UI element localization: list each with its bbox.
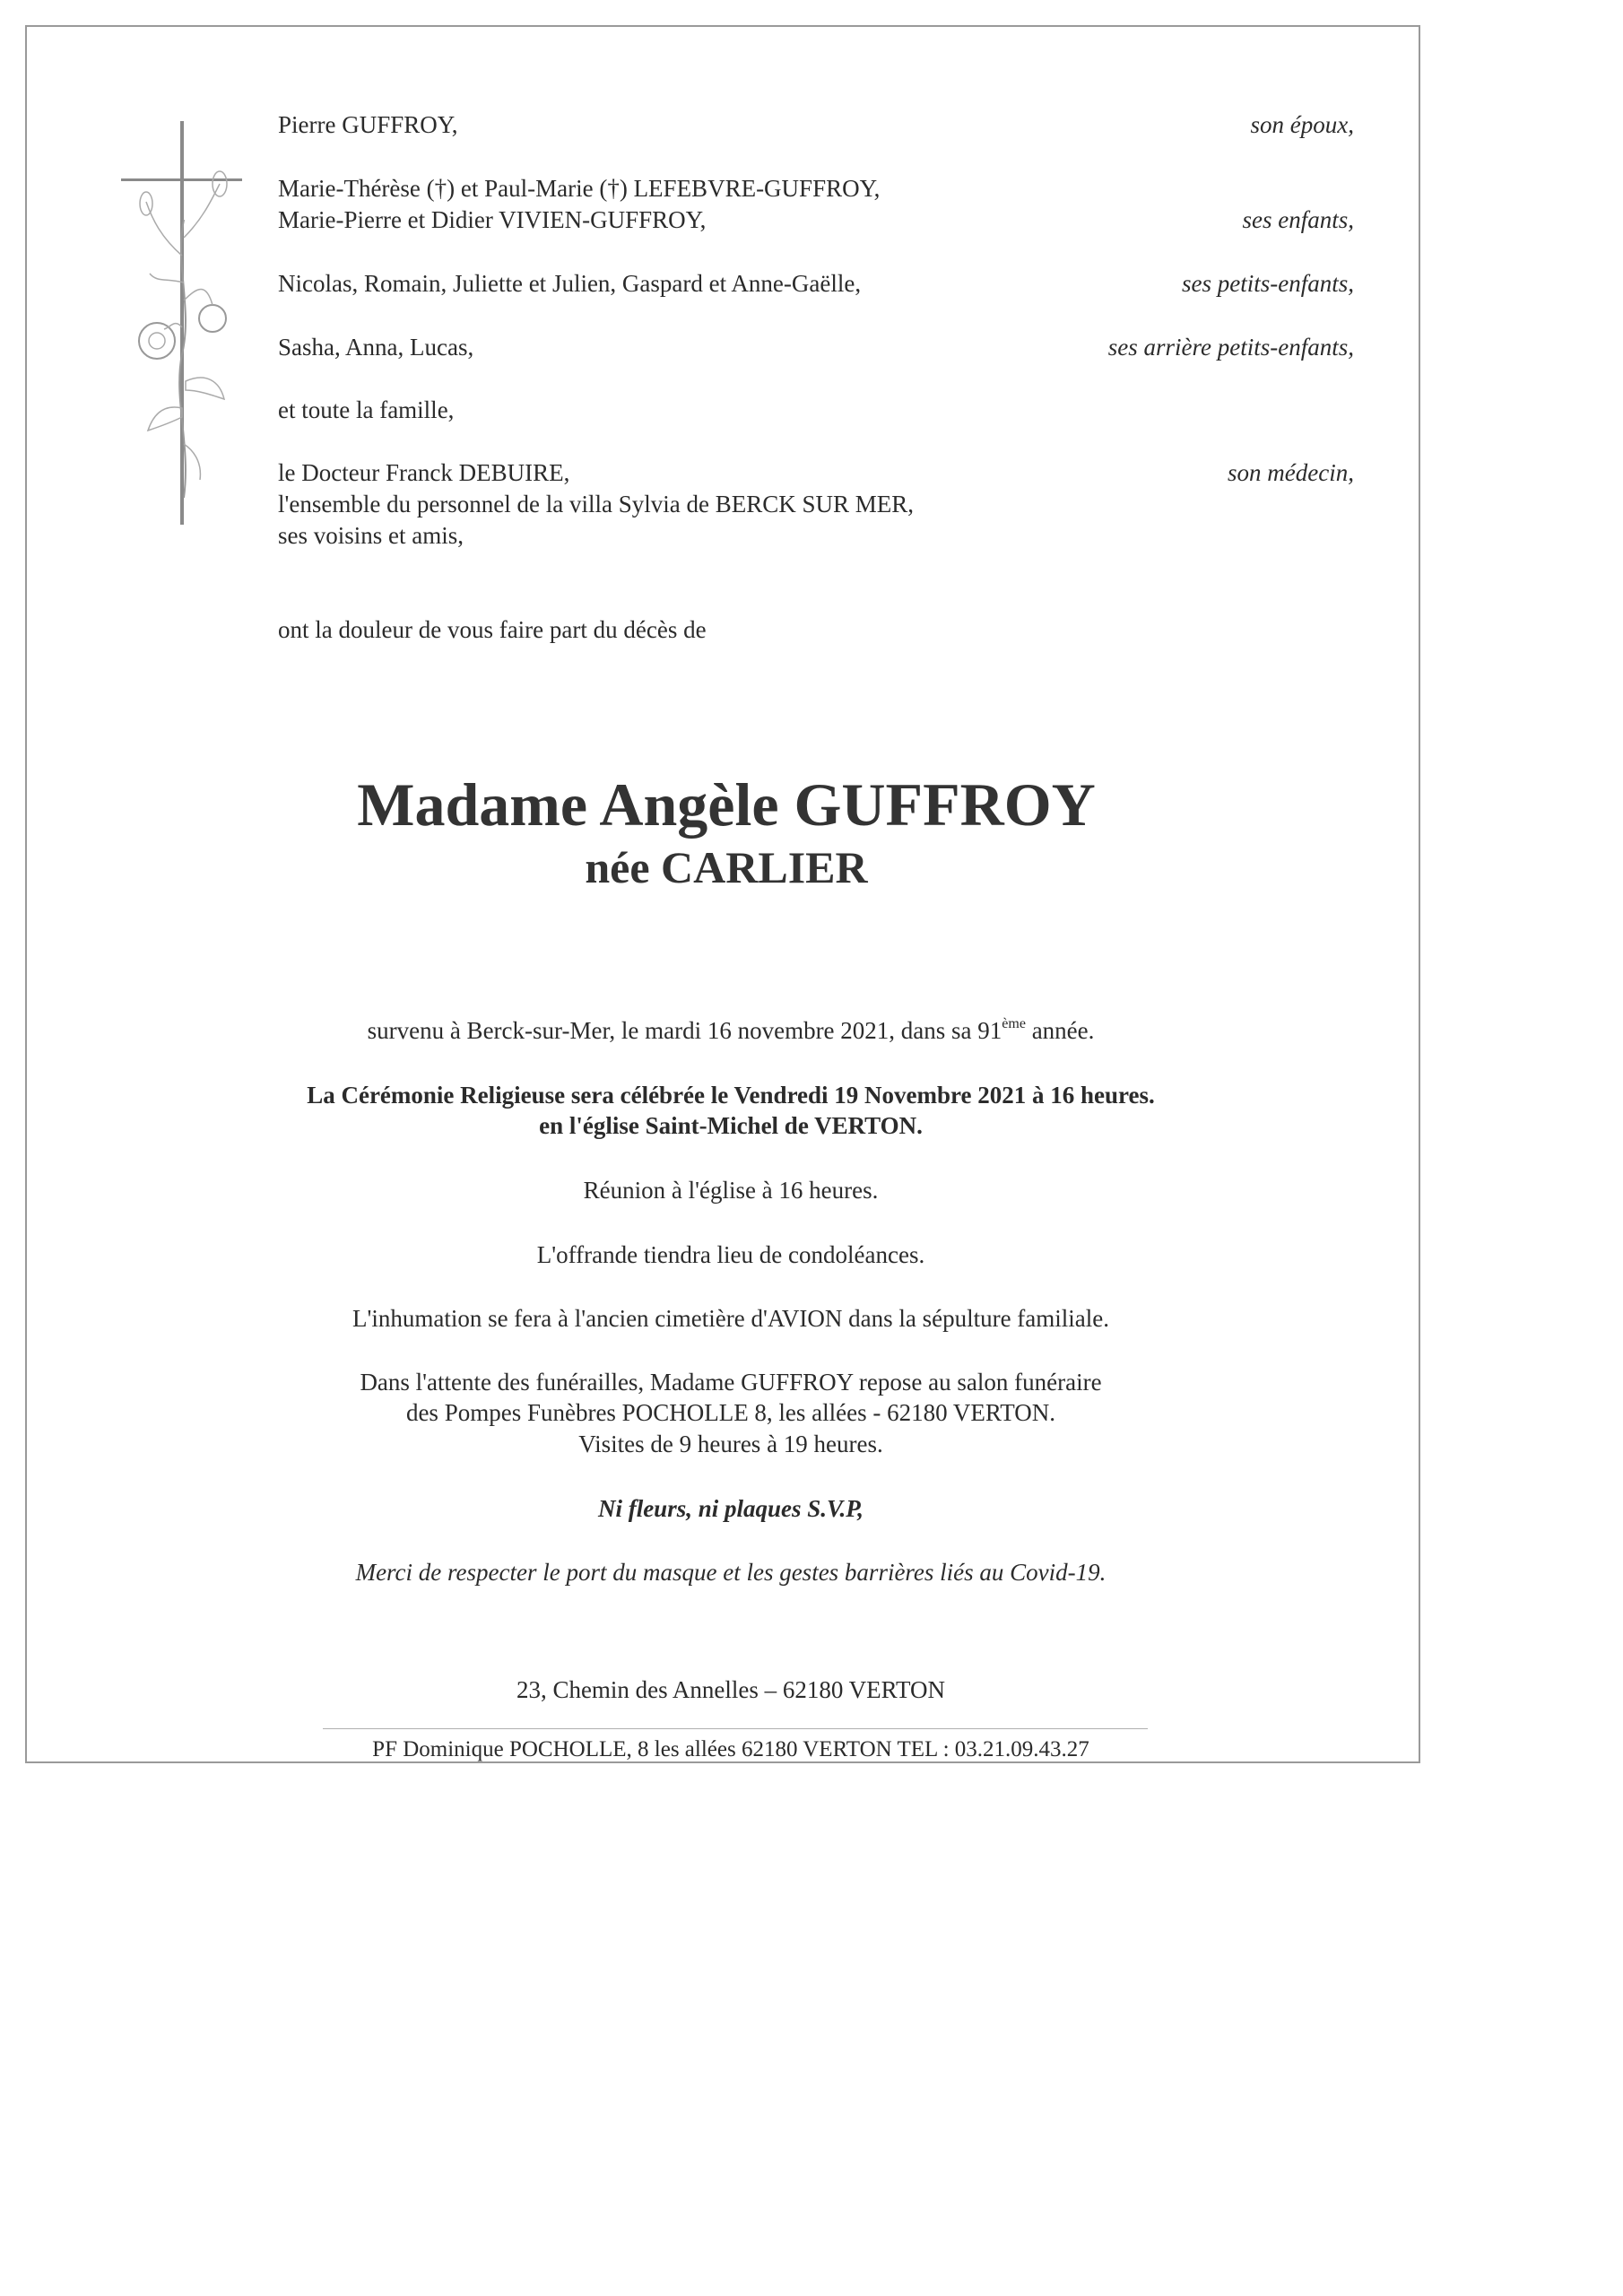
family-children-1: Marie-Thérèse (†) et Paul-Marie (†) LEFEBVRE-GUFFROY, xyxy=(278,175,881,202)
deceased-name: Madame Angèle GUFFROY xyxy=(357,770,1096,839)
relation-grandchildren: ses petits-enfants, xyxy=(1182,270,1354,297)
cross-with-flowers-icon xyxy=(121,121,265,534)
family-great-grandchildren: Sasha, Anna, Lucas, xyxy=(278,334,474,361)
death-info: survenu à Berck-sur-Mer, le mardi 16 novembre 2021, dans sa 91ème année. xyxy=(367,1016,1095,1044)
wake-line-2: des Pompes Funèbres POCHOLLE 8, les allées - 62180 VERTON. xyxy=(405,1399,1056,1426)
relation-doctor: son médecin, xyxy=(1228,459,1354,486)
family-staff: l'ensemble du personnel de la villa Sylvia de BERCK SUR MER, xyxy=(278,491,915,517)
footer-divider xyxy=(323,1728,1148,1729)
footer-contact: PF Dominique POCHOLLE, 8 les allées 62180 VERTON TEL : 03.21.09.43.27 xyxy=(372,1737,1089,1761)
family-children-2: Marie-Pierre et Didier VIVIEN-GUFFROY, xyxy=(278,206,707,233)
family-doctor: le Docteur Franck DEBUIRE, xyxy=(278,459,570,486)
burial-text: L'inhumation se fera à l'ancien cimetière d'AVION dans la sépulture familiale. xyxy=(352,1305,1110,1332)
covid-text: Merci de respecter le port du masque et les gestes barrières liés au Covid-19. xyxy=(355,1559,1107,1586)
no-flowers-text: Ni fleurs, ni plaques S.V.P, xyxy=(597,1495,864,1522)
ceremony-line-2: en l'église Saint-Michel de VERTON. xyxy=(539,1112,923,1139)
wake-line-1: Dans l'attente des funérailles, Madame GUFFROY repose au salon funéraire xyxy=(360,1369,1102,1396)
ceremony-line-1: La Cérémonie Religieuse sera célébrée le Vendredi 19 Novembre 2021 à 16 heures. xyxy=(307,1082,1155,1109)
wake-line-3: Visites de 9 heures à 19 heures. xyxy=(578,1431,883,1457)
family-neighbors: ses voisins et amis, xyxy=(278,522,464,549)
offering-text: L'offrande tiendra lieu de condoléances. xyxy=(536,1241,925,1268)
deceased-maiden-name: née CARLIER xyxy=(585,842,868,892)
family-grandchildren: Nicolas, Romain, Juliette et Julien, Gaspard et Anne-Gaëlle, xyxy=(278,270,862,297)
address-text: 23, Chemin des Annelles – 62180 VERTON xyxy=(516,1676,946,1703)
announcement-text: ont la douleur de vous faire part du décès de xyxy=(278,616,707,643)
relation-children: ses enfants, xyxy=(1242,206,1354,233)
relation-husband: son époux, xyxy=(1250,111,1354,138)
reunion-text: Réunion à l'église à 16 heures. xyxy=(583,1177,879,1204)
relation-great-grandchildren: ses arrière petits-enfants, xyxy=(1107,334,1354,361)
family-all: et toute la famille, xyxy=(278,396,455,423)
family-husband: Pierre GUFFROY, xyxy=(278,111,458,138)
